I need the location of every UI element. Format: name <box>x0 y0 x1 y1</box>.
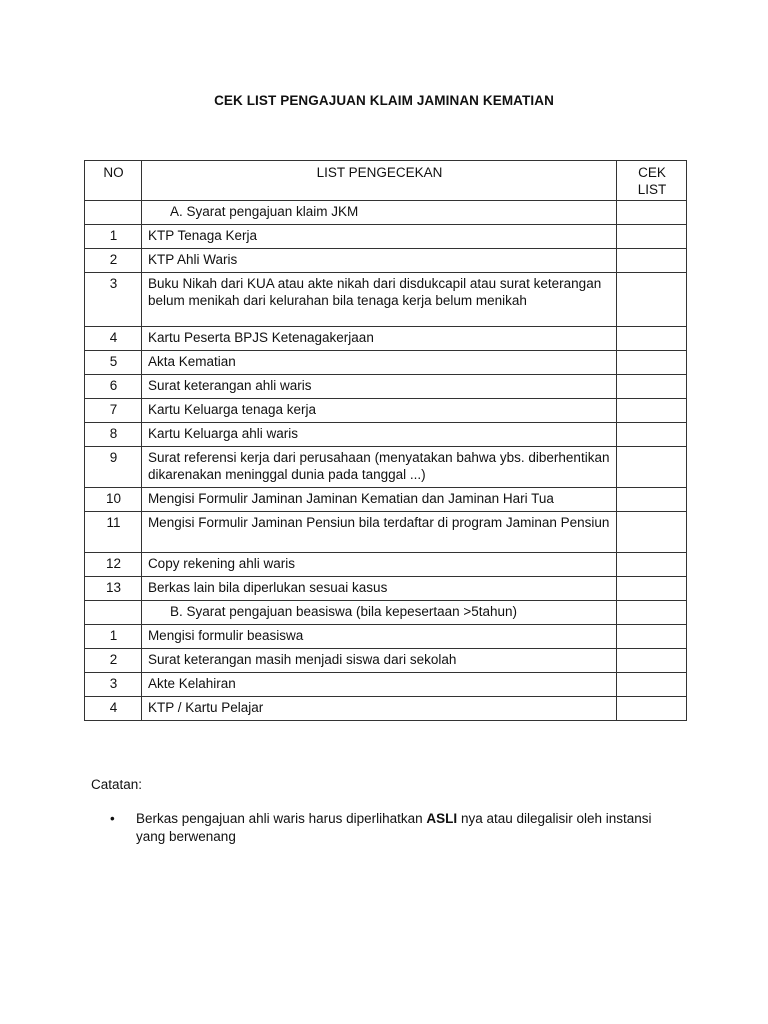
check-cell[interactable] <box>617 375 687 399</box>
check-cell[interactable] <box>617 649 687 673</box>
row-number: 4 <box>85 327 142 351</box>
section-a-heading: A. Syarat pengajuan klaim JKM <box>141 201 616 225</box>
row-number: 10 <box>85 488 142 512</box>
check-cell[interactable] <box>617 225 687 249</box>
note-text-bold: ASLI <box>426 811 458 826</box>
check-cell[interactable] <box>617 201 687 225</box>
row-number: 2 <box>85 249 142 273</box>
check-cell[interactable] <box>617 327 687 351</box>
row-item: Kartu Keluarga tenaga kerja <box>141 399 616 423</box>
check-cell[interactable] <box>617 577 687 601</box>
row-number: 8 <box>85 423 142 447</box>
check-cell[interactable] <box>617 553 687 577</box>
row-item: KTP Tenaga Kerja <box>141 225 616 249</box>
document-title: CEK LIST PENGAJUAN KLAIM JAMINAN KEMATIAN <box>214 93 554 108</box>
row-item: Kartu Keluarga ahli waris <box>141 423 616 447</box>
table-row <box>85 327 687 351</box>
header-list: LIST PENGECEKAN <box>141 161 616 201</box>
row-number: 12 <box>85 553 142 577</box>
row-item: Surat keterangan masih menjadi siswa dari sekolah <box>141 649 616 673</box>
row-item: Akte Kelahiran <box>141 673 616 697</box>
check-cell[interactable] <box>617 447 687 488</box>
check-cell[interactable] <box>617 351 687 375</box>
row-number: 3 <box>85 673 142 697</box>
check-cell[interactable] <box>617 697 687 721</box>
note-item <box>110 810 670 846</box>
table-row <box>85 649 687 673</box>
row-number: 1 <box>85 625 142 649</box>
row-number: 1 <box>85 225 142 249</box>
notes-label: Catatan: <box>91 777 143 792</box>
row-number: 2 <box>85 649 142 673</box>
check-cell[interactable] <box>617 601 687 625</box>
check-cell[interactable] <box>617 488 687 512</box>
row-number: 9 <box>85 447 142 488</box>
row-item: Berkas lain bila diperlukan sesuai kasus <box>141 577 616 601</box>
table-row <box>85 399 687 423</box>
row-item: Mengisi Formulir Jaminan Jaminan Kematian dan Jaminan Hari Tua <box>141 488 616 512</box>
table-row <box>85 447 687 488</box>
check-cell[interactable] <box>617 399 687 423</box>
header-no: NO <box>85 161 142 201</box>
table-row <box>85 625 687 649</box>
table-row <box>85 512 687 553</box>
check-cell[interactable] <box>617 249 687 273</box>
row-number: 11 <box>85 512 142 553</box>
table-row <box>85 351 687 375</box>
check-cell[interactable] <box>617 512 687 553</box>
table-row <box>85 249 687 273</box>
row-item: Akta Kematian <box>141 351 616 375</box>
row-item: KTP / Kartu Pelajar <box>141 697 616 721</box>
checklist-table <box>84 160 687 721</box>
header-cek: CEK LIST <box>617 161 687 201</box>
row-item: Copy rekening ahli waris <box>141 553 616 577</box>
table-row <box>85 673 687 697</box>
check-cell[interactable] <box>617 625 687 649</box>
row-item: Surat referensi kerja dari perusahaan (menyatakan bahwa ybs. diberhentikan dikarenakan meninggal dunia pada tanggal ...) <box>141 447 616 488</box>
row-item: KTP Ahli Waris <box>141 249 616 273</box>
note-text-after: nya atau dilegalisir oleh instansi yang berwenang <box>136 811 652 844</box>
table-row <box>85 273 687 327</box>
check-cell[interactable] <box>617 673 687 697</box>
row-item: Kartu Peserta BPJS Ketenagakerjaan <box>141 327 616 351</box>
row-number: 4 <box>85 697 142 721</box>
row-number: 3 <box>85 273 142 327</box>
table-row <box>85 697 687 721</box>
row-item: Mengisi formulir beasiswa <box>141 625 616 649</box>
section-a-row <box>85 201 687 225</box>
table-row <box>85 553 687 577</box>
table-row <box>85 577 687 601</box>
table-header-row <box>85 161 687 201</box>
row-number: 13 <box>85 577 142 601</box>
row-item: Surat keterangan ahli waris <box>141 375 616 399</box>
check-cell[interactable] <box>617 273 687 327</box>
row-item: Buku Nikah dari KUA atau akte nikah dari disdukcapil atau surat keterangan belum menikah dari kelurahan bila tenaga kerja belum menikah <box>141 273 616 327</box>
notes-list <box>110 810 670 846</box>
note-text-before: Berkas pengajuan ahli waris harus diperlihatkan <box>136 811 427 826</box>
table-row <box>85 225 687 249</box>
table-row <box>85 375 687 399</box>
section-b-row <box>85 601 687 625</box>
section-b-heading: B. Syarat pengajuan beasiswa (bila kepesertaan >5tahun) <box>141 601 616 625</box>
row-item: Mengisi Formulir Jaminan Pensiun bila terdaftar di program Jaminan Pensiun <box>141 512 616 553</box>
check-cell[interactable] <box>617 423 687 447</box>
bullet-icon: • <box>110 811 115 826</box>
table-row <box>85 488 687 512</box>
row-number: 5 <box>85 351 142 375</box>
row-number: 6 <box>85 375 142 399</box>
table-row <box>85 423 687 447</box>
row-number: 7 <box>85 399 142 423</box>
